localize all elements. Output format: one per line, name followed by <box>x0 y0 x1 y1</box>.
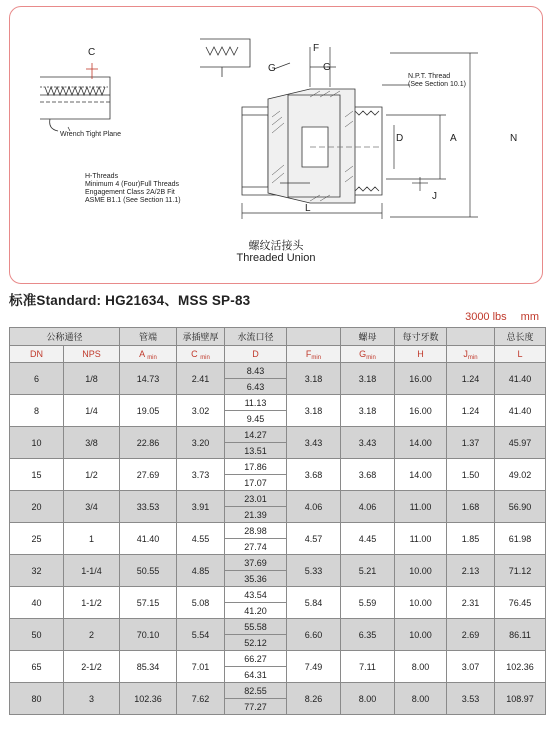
cell-a: 50.55 <box>120 555 177 587</box>
cell-nps: 2-1/2 <box>64 651 120 683</box>
cell-g: 5.21 <box>341 555 395 587</box>
label-f: F <box>313 43 320 54</box>
cell-g: 3.18 <box>341 363 395 395</box>
group-header-nominal: 公称通径 <box>10 328 120 346</box>
cell-c: 7.01 <box>177 651 225 683</box>
cell-f: 4.06 <box>287 491 341 523</box>
units-label <box>451 311 539 323</box>
cell-d2: 21.39 <box>225 507 287 523</box>
table-row <box>10 427 546 443</box>
cell-f: 6.60 <box>287 619 341 651</box>
group-header-length: 总长度 <box>495 328 546 346</box>
label-npt-thread: N.P.T. Thread (See Section 10.1) <box>408 73 466 88</box>
cell-a: 27.69 <box>120 459 177 491</box>
cell-j: 1.24 <box>447 363 495 395</box>
cell-nps: 1-1/4 <box>64 555 120 587</box>
cell-c: 5.54 <box>177 619 225 651</box>
cell-d1: 55.58 <box>225 619 287 635</box>
cell-dn: 32 <box>10 555 64 587</box>
pipe-thread-detail <box>40 77 110 131</box>
cell-j: 1.50 <box>447 459 495 491</box>
cell-f: 3.18 <box>287 363 341 395</box>
group-header-socket-wall: 承插壁厚 <box>177 328 225 346</box>
cell-nps: 3/4 <box>64 491 120 523</box>
cell-j: 3.53 <box>447 683 495 715</box>
cell-d1: 82.55 <box>225 683 287 699</box>
cell-c: 5.08 <box>177 587 225 619</box>
cell-g: 3.43 <box>341 427 395 459</box>
cell-j: 2.13 <box>447 555 495 587</box>
cell-j: 1.85 <box>447 523 495 555</box>
cell-c: 4.55 <box>177 523 225 555</box>
cell-l: 61.98 <box>495 523 546 555</box>
cell-l: 49.02 <box>495 459 546 491</box>
cell-f: 3.68 <box>287 459 341 491</box>
group-header-nut: 螺母 <box>341 328 395 346</box>
cell-dn: 50 <box>10 619 64 651</box>
label-c: C <box>88 47 96 58</box>
cell-c: 3.73 <box>177 459 225 491</box>
cell-nps: 3 <box>64 683 120 715</box>
cell-dn: 80 <box>10 683 64 715</box>
table-group-header <box>10 328 546 346</box>
cell-nps: 1-1/2 <box>64 587 120 619</box>
cell-dn: 6 <box>10 363 64 395</box>
col-j: $J_{min}$ <box>447 346 495 363</box>
cell-h: 16.00 <box>395 363 447 395</box>
col-a: A $_{min}$ <box>120 346 177 363</box>
table-row <box>10 587 546 603</box>
cell-j: 1.68 <box>447 491 495 523</box>
label-d: D <box>396 133 404 144</box>
cell-h: 10.00 <box>395 619 447 651</box>
table-row <box>10 683 546 699</box>
diagram-panel <box>9 6 543 284</box>
group-header-tpi: 每寸牙数 <box>395 328 447 346</box>
cell-h: 14.00 <box>395 459 447 491</box>
table-row <box>10 523 546 539</box>
length-unit: mm <box>520 311 539 323</box>
cell-f: 3.43 <box>287 427 341 459</box>
group-header-pipe-end: 管端 <box>120 328 177 346</box>
cell-d2: 52.12 <box>225 635 287 651</box>
group-header-bore: 水流口径 <box>225 328 287 346</box>
cell-g: 3.68 <box>341 459 395 491</box>
cell-a: 19.05 <box>120 395 177 427</box>
group-header-blank-2 <box>447 328 495 346</box>
cell-d1: 8.43 <box>225 363 287 379</box>
table-row <box>10 491 546 507</box>
cell-c: 3.91 <box>177 491 225 523</box>
cell-d2: 35.36 <box>225 571 287 587</box>
cell-j: 2.31 <box>447 587 495 619</box>
col-nps: NPS <box>64 346 120 363</box>
table-row <box>10 651 546 667</box>
table-row <box>10 363 546 379</box>
table-column-header <box>10 346 546 363</box>
cell-dn: 8 <box>10 395 64 427</box>
cell-l: 56.90 <box>495 491 546 523</box>
cell-l: 45.97 <box>495 427 546 459</box>
cell-nps: 1/2 <box>64 459 120 491</box>
cell-a: 70.10 <box>120 619 177 651</box>
cell-g: 4.06 <box>341 491 395 523</box>
cell-d1: 43.54 <box>225 587 287 603</box>
col-f: $F_{min}$ <box>287 346 341 363</box>
label-n: N <box>510 133 518 144</box>
cell-f: 7.49 <box>287 651 341 683</box>
cell-h: 10.00 <box>395 587 447 619</box>
cell-c: 3.02 <box>177 395 225 427</box>
table-row <box>10 555 546 571</box>
cell-f: 5.33 <box>287 555 341 587</box>
cell-a: 102.36 <box>120 683 177 715</box>
cell-a: 41.40 <box>120 523 177 555</box>
cell-nps: 2 <box>64 619 120 651</box>
cell-a: 14.73 <box>120 363 177 395</box>
cell-l: 102.36 <box>495 651 546 683</box>
standard-title: 标准Standard: HG21634、MSS SP-83 <box>9 293 251 308</box>
cell-l: 86.11 <box>495 619 546 651</box>
cell-h: 11.00 <box>395 523 447 555</box>
label-h-threads: H-Threads Minimum 4 (Four)Full Threads Engagement Class 2A/2B Fit ASME B1.1 (See Section 11.1) <box>85 173 181 204</box>
cell-h: 10.00 <box>395 555 447 587</box>
cell-l: 71.12 <box>495 555 546 587</box>
cell-j: 2.69 <box>447 619 495 651</box>
cell-d1: 11.13 <box>225 395 287 411</box>
label-g-left: G <box>268 63 276 74</box>
table-row <box>10 619 546 635</box>
cell-nps: 3/8 <box>64 427 120 459</box>
cell-d2: 17.07 <box>225 475 287 491</box>
cell-nps: 1/4 <box>64 395 120 427</box>
col-g: $G_{min}$ <box>341 346 395 363</box>
cell-h: 8.00 <box>395 683 447 715</box>
label-j: J <box>432 191 437 202</box>
cell-dn: 20 <box>10 491 64 523</box>
label-l: L <box>305 203 311 214</box>
cell-f: 4.57 <box>287 523 341 555</box>
cell-a: 22.86 <box>120 427 177 459</box>
cell-a: 57.15 <box>120 587 177 619</box>
group-header-blank-1 <box>287 328 341 346</box>
label-g-right: G <box>323 62 331 73</box>
label-wrench-tight-plane: Wrench Tight Plane <box>60 131 121 138</box>
cell-g: 7.11 <box>341 651 395 683</box>
cell-d1: 14.27 <box>225 427 287 443</box>
cell-d1: 28.98 <box>225 523 287 539</box>
cell-dn: 40 <box>10 587 64 619</box>
col-dn: DN <box>10 346 64 363</box>
table-body <box>10 363 546 715</box>
cell-d2: 27.74 <box>225 539 287 555</box>
cell-d1: 17.86 <box>225 459 287 475</box>
cell-f: 8.26 <box>287 683 341 715</box>
cell-dn: 25 <box>10 523 64 555</box>
cell-nps: 1/8 <box>64 363 120 395</box>
cell-g: 3.18 <box>341 395 395 427</box>
cell-j: 1.37 <box>447 427 495 459</box>
cell-dn: 15 <box>10 459 64 491</box>
cell-c: 4.85 <box>177 555 225 587</box>
cell-d2: 64.31 <box>225 667 287 683</box>
cell-h: 8.00 <box>395 651 447 683</box>
cell-h: 14.00 <box>395 427 447 459</box>
cell-a: 85.34 <box>120 651 177 683</box>
cell-nps: 1 <box>64 523 120 555</box>
table-row <box>10 395 546 411</box>
table-row <box>10 459 546 475</box>
cell-l: 41.40 <box>495 395 546 427</box>
cell-d2: 77.27 <box>225 699 287 715</box>
cell-d1: 37.69 <box>225 555 287 571</box>
cell-d2: 9.45 <box>225 411 287 427</box>
caption-english: Threaded Union <box>236 252 316 264</box>
col-h: H <box>395 346 447 363</box>
col-c: C $_{min}$ <box>177 346 225 363</box>
cell-h: 11.00 <box>395 491 447 523</box>
cell-c: 2.41 <box>177 363 225 395</box>
cell-d2: 41.20 <box>225 603 287 619</box>
spec-table <box>9 327 546 715</box>
cell-l: 41.40 <box>495 363 546 395</box>
cell-c: 7.62 <box>177 683 225 715</box>
g-section-detail <box>200 39 250 77</box>
cell-f: 3.18 <box>287 395 341 427</box>
label-a: A <box>450 133 457 144</box>
cell-d2: 6.43 <box>225 379 287 395</box>
cell-a: 33.53 <box>120 491 177 523</box>
cell-c: 3.20 <box>177 427 225 459</box>
cell-d1: 66.27 <box>225 651 287 667</box>
cell-h: 16.00 <box>395 395 447 427</box>
cell-g: 6.35 <box>341 619 395 651</box>
col-l: L <box>495 346 546 363</box>
caption-chinese: 螺纹活接头 <box>248 240 304 252</box>
cell-dn: 10 <box>10 427 64 459</box>
cell-g: 5.59 <box>341 587 395 619</box>
cell-dn: 65 <box>10 651 64 683</box>
cell-g: 4.45 <box>341 523 395 555</box>
cell-j: 1.24 <box>447 395 495 427</box>
cell-f: 5.84 <box>287 587 341 619</box>
col-d: D <box>225 346 287 363</box>
cell-l: 108.97 <box>495 683 546 715</box>
cell-j: 3.07 <box>447 651 495 683</box>
cell-d1: 23.01 <box>225 491 287 507</box>
cell-l: 76.45 <box>495 587 546 619</box>
pressure-class: 3000 lbs <box>465 311 507 323</box>
cell-g: 8.00 <box>341 683 395 715</box>
union-cross-section <box>242 89 382 203</box>
cell-d2: 13.51 <box>225 443 287 459</box>
